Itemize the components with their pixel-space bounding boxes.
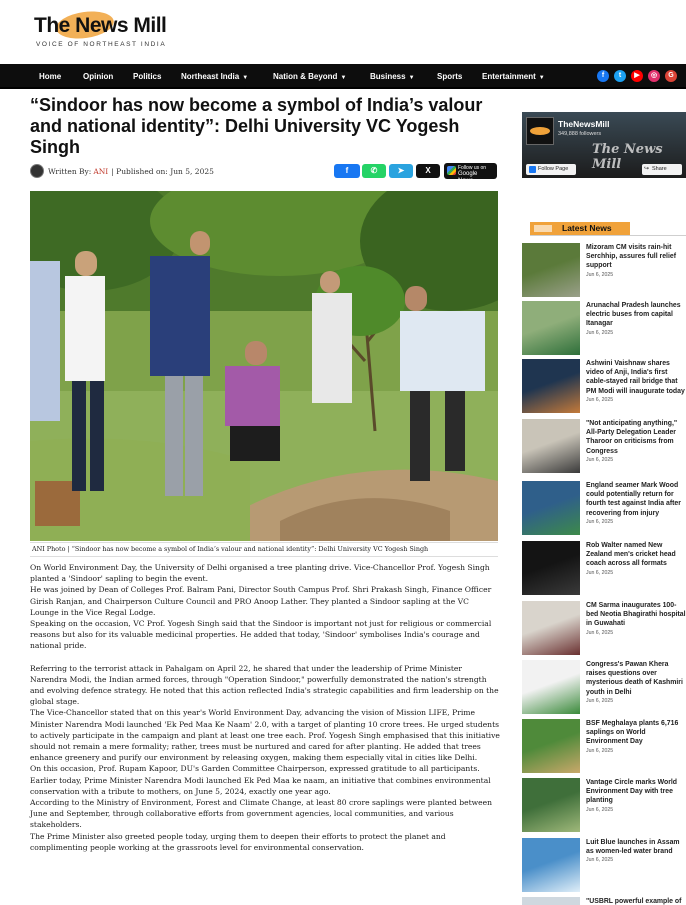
facebook-page-widget[interactable] [522,112,686,178]
share-page-button[interactable]: ↪ Share [642,164,682,175]
article-paragraph: Speaking on the occasion, VC Prof. Yogesh Singh said that the Sindoor is important not just for religious or commercial reasons but also for its valuable medicinal properties. He added that today, 'Sindoor' symbolises India's courage and national pride. [30,619,492,651]
news-item[interactable] [522,359,686,417]
news-item[interactable] [522,838,686,896]
fb-cover-watermark: The News Mill [592,142,663,172]
news-headline-text[interactable]: England seamer Mark Wood could potentially return for fourth test against India after recovering from injury [586,482,681,517]
news-date: Jun 6, 2025 [586,329,614,336]
news-thumbnail[interactable] [522,541,580,595]
news-item[interactable] [522,243,686,301]
chevron-down-icon: ▼ [408,75,415,81]
news-headline-text[interactable]: "USBRL powerful example of [586,898,682,905]
page-avatar [526,117,554,145]
article-title: “Sindoor has now become a symbol of India’s valour and national identity”: Delhi University VC Yogesh Singh [30,95,483,157]
news-headline[interactable] [586,301,686,337]
news-headline-text[interactable]: Rob Walter named New Zealand men's cricket head coach across all formats [586,542,676,568]
news-headline-text[interactable]: Vantage Circle marks World Environment Day with tree planting [586,779,678,805]
article-paragraph: On World Environment Day, the University of Delhi organised a tree planting drive. Vice-Chancellor Prof. Yogesh Singh planted a 'Sindoor' sapling to begin the event. [30,563,490,584]
nav-item-entertainment[interactable]: Entertainment ▼ [482,72,545,81]
twitter-icon[interactable]: t [614,70,626,82]
news-date: Jun 6, 2025 [586,396,614,403]
article-paragraph: Referring to the terrorist attack in Pahalgam on April 22, he shared that under the leadership of Prime Minister Narendra Modi, the Indian armed forces, through "Operation Sindoor," powerfully demonstrated the nation's strength and evolving defence strategy. He noted that this action reflected India's strategic capabilities and firm leadership on the global stage. [30,663,499,707]
article-body [30,562,500,853]
share-x-button[interactable]: X [416,164,440,178]
news-headline-text[interactable]: BSF Meghalaya plants 6,716 saplings on World Environment Day [586,720,679,746]
news-headline-text[interactable]: CM Sarma inaugurates 100-bed Neotia Bhagirathi hospital in Guwahati [586,602,686,628]
published-date: | Published on: Jun 5, 2025 [111,166,214,176]
news-item[interactable] [522,660,686,718]
news-thumbnail[interactable] [522,778,580,832]
chevron-down-icon: ▼ [340,75,347,81]
youtube-icon[interactable]: ▶ [631,70,643,82]
news-headline[interactable] [586,778,686,814]
google-news-follow-button[interactable] [444,163,497,184]
news-headline[interactable] [586,601,686,637]
google-news-icon [447,166,456,175]
news-headline-text[interactable]: Ashwini Vaishnaw shares video of Anji, India's first cable-stayed rail bridge that PM Modi will inaugurate today [586,360,685,395]
news-headline[interactable] [586,481,686,526]
news-item[interactable] [522,778,686,836]
news-item[interactable] [522,601,686,659]
logo-text: The News Mill [34,14,167,37]
news-headline-text[interactable]: Congress's Pawan Khera raises questions over mysterious death of Kashmiri youth in Delhi [586,661,683,696]
news-item[interactable] [522,481,686,539]
news-headline[interactable] [586,419,686,464]
news-thumbnail[interactable] [522,481,580,535]
news-headline-text[interactable]: Luit Blue launches in Assam as women-led water brand [586,839,680,856]
news-thumbnail[interactable] [522,719,580,773]
news-headline[interactable] [586,719,686,755]
byline-prefix: Written By: [48,166,92,176]
fb-page-name[interactable]: TheNewsMill [558,119,610,129]
news-headline[interactable] [586,541,686,577]
news-icon [534,225,552,232]
share-whatsapp-button[interactable]: ✆ [362,164,386,178]
article-paragraph: He was joined by Dean of Colleges Prof. Balram Pani, Director South Campus Prof. Shri Prakash Singh, Finance Officer Girish Ranjan, and Chairperson Culture Council and PRO Anoop Lather. They planted a Sindoor sapling at the VC Lounge in the Vice Regal Lodge. [30,585,492,617]
google-news-top-label: Follow us on [458,165,487,171]
news-headline[interactable] [586,660,686,705]
news-thumbnail[interactable] [522,838,580,892]
news-item[interactable] [522,301,686,359]
article-paragraph: According to the Ministry of Environment, Forest and Climate Change, at least 80 crore saplings were planted between June and September, through collaborative efforts from government agencies, local communities, and various stakeholders. [30,798,493,830]
nav-item-business[interactable]: Business ▼ [370,72,415,81]
news-headline[interactable] [586,359,686,404]
news-date: Jun 6, 2025 [586,456,614,463]
nav-item-politics[interactable]: Politics [133,72,162,81]
article-paragraph: On this occasion, Prof. Rupam Kapoor, DU's Garden Committee Chairperson, expressed gratitude to all participants. [30,764,480,774]
follow-page-button[interactable]: Follow Page [526,164,576,175]
news-date: Jun 6, 2025 [586,271,614,278]
author-avatar [30,164,44,178]
news-date: Jun 6, 2025 [586,629,614,636]
news-thumbnail[interactable] [522,601,580,655]
news-date: Jun 6, 2025 [586,857,614,864]
article-paragraph: The Prime Minister also greeted people today, urging them to deepen their efforts to protect the planet and complimenting people working at the grassroots level for environmental conservation. [30,831,446,852]
fb-followers: 349,888 followers [558,131,602,137]
news-headline-text[interactable]: "Not anticipating anything," All-Party Delegation Leader Tharoor on criticisms from Congress [586,420,678,455]
news-headline-text[interactable]: Mizoram CM visits rain-hit Serchhip, assures full relief support [586,244,676,270]
news-date: Jun 6, 2025 [586,747,614,754]
main-navigation [0,64,686,89]
facebook-icon[interactable]: f [597,70,609,82]
news-thumbnail[interactable] [522,419,580,473]
nav-item-opinion[interactable]: Opinion [83,72,114,81]
news-headline-text[interactable]: Arunachal Pradesh launches electric buses from capital Itanagar [586,302,681,328]
google-news-bottom-label: Google News [458,171,478,184]
news-date: Jun 6, 2025 [586,697,614,704]
instagram-icon[interactable]: ◎ [648,70,660,82]
share-icon: ↪ [644,166,650,172]
latest-news-title-bar [530,222,630,235]
news-headline[interactable] [586,243,686,279]
article-paragraph: Earlier today, Prime Minister Narendra Modi launched Ek Ped Maa ke naam, an initiative that combines environmental conservation with a tribute to mothers, on June 5, 2024, exactly one year ago. [30,775,491,796]
news-item[interactable] [522,419,686,477]
article-photo [30,191,498,541]
news-thumbnail[interactable] [522,660,580,714]
share-facebook-button[interactable]: f [334,164,360,178]
news-headline[interactable] [586,838,686,864]
article-paragraph: The Vice-Chancellor stated that on this year's World Environment Day, advancing the vision of Mission LIFE, Prime Minister Narendra Modi launched 'Ek Ped Maa Ke Naam' 2.0, with a target of planting 10 crore trees. He urged students to actively participate in the campaign and plant at least one tree each. Prof. Yogesh Singh emphasised that this initiative should not remain a mere formality; rather, trees must be nurtured and cared for after planting. He added that trees enhance greenery and purify our environment by releasing oxygen, making them especially vital in cities like Delhi. [30,708,500,763]
news-headline[interactable] [586,897,686,905]
news-thumbnail[interactable] [522,897,580,905]
news-item[interactable] [522,719,686,777]
news-date: Jun 6, 2025 [586,518,614,525]
chevron-down-icon: ▼ [242,75,249,81]
news-date: Jun 6, 2025 [586,806,614,813]
tree-planting-photo [30,191,498,541]
news-thumbnail[interactable] [522,359,580,413]
site-logo[interactable] [34,10,174,50]
news-date: Jun 6, 2025 [586,569,614,576]
latest-news-title: Latest News [562,223,612,233]
article-byline [30,162,214,180]
google-icon[interactable]: G [665,70,677,82]
photo-caption: ANI Photo | “Sindoor has now become a symbol of India’s valour and national identity”: Delhi University VC Yogesh Singh [30,542,498,557]
news-thumbnail[interactable] [522,301,580,355]
nav-item-sports[interactable]: Sports [437,72,463,81]
logo-tagline: VOICE OF NORTHEAST INDIA [36,41,167,48]
chevron-down-icon: ▼ [538,75,545,81]
facebook-icon [529,166,536,173]
nav-item-northeast-india[interactable]: Northeast India ▼ [181,72,249,81]
share-telegram-button[interactable]: ➤ [389,164,413,178]
author-link[interactable]: ANI [93,166,109,176]
latest-news-header [530,222,686,236]
news-thumbnail[interactable] [522,243,580,297]
nav-item-home[interactable]: Home [39,72,62,81]
nav-item-nation-beyond[interactable]: Nation & Beyond ▼ [273,72,347,81]
news-item[interactable] [522,897,686,905]
news-item[interactable] [522,541,686,599]
